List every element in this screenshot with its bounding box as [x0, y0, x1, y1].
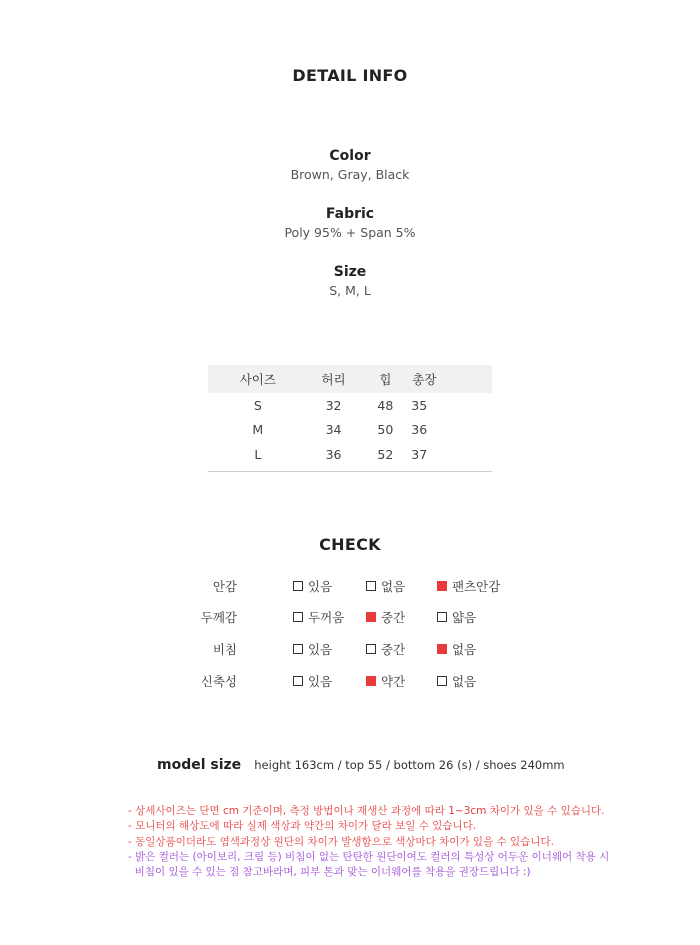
model-size-title: model size [157, 757, 242, 773]
table-row [208, 393, 492, 418]
option-label: 중간 [381, 610, 406, 625]
checked-box-icon [366, 612, 376, 622]
header-hip: 힙 [359, 365, 411, 393]
option-label: 있음 [308, 674, 333, 689]
note-line: - 동일상품이더라도 염색과정상 원단의 차이가 발생함으로 색상마다 차이가 있을 수 있습니다. [128, 836, 554, 848]
color-value: Brown, Gray, Black [290, 167, 410, 182]
model-size [157, 754, 565, 773]
cell-size: S [253, 397, 262, 413]
check-row-sheerness [0, 640, 700, 660]
check-option [293, 640, 332, 658]
size-table-header [208, 365, 492, 393]
note-line: - 밝은 컬러는 (아이보리, 크림 등) 비침이 없는 탄탄한 원단이여도 컬러의 특성상 어두운 이너웨어 착용 시 [128, 851, 610, 863]
size-title: Size [333, 264, 367, 280]
cell-length: 35 [411, 397, 428, 413]
check-option [293, 608, 344, 626]
check-option [366, 672, 405, 690]
cell-waist: 36 [308, 442, 360, 471]
cell-hip: 52 [359, 442, 411, 471]
check-option [437, 608, 476, 626]
cell-length: 37 [411, 442, 492, 471]
checked-box-icon [437, 644, 447, 654]
fabric-value: Poly 95% + Span 5% [284, 225, 416, 240]
option-label: 없음 [452, 674, 477, 689]
table-row [208, 418, 492, 443]
checked-box-icon [437, 581, 447, 591]
check-title: CHECK [319, 535, 381, 554]
option-label: 약간 [381, 674, 406, 689]
checkbox-icon [437, 612, 447, 622]
check-option [293, 672, 332, 690]
check-option [293, 577, 332, 595]
check-row-stretch [0, 672, 700, 692]
option-label: 중간 [381, 642, 406, 657]
option-label: 팬츠안감 [452, 579, 501, 594]
checkbox-icon [293, 644, 303, 654]
size-value: S, M, L [329, 283, 371, 298]
checkbox-icon [437, 676, 447, 686]
checkbox-icon [366, 644, 376, 654]
option-label: 얇음 [452, 610, 477, 625]
cell-hip: 48 [377, 397, 394, 413]
check-option [437, 640, 476, 658]
page-title: DETAIL INFO [292, 66, 408, 85]
check-option [366, 577, 405, 595]
header-size: 사이즈 [208, 365, 308, 393]
note-line: - 모니터의 해상도에 따라 실제 색상과 약간의 차이가 달라 보일 수 있습니다. [128, 820, 477, 832]
check-option [366, 640, 405, 658]
check-row-lining [0, 577, 700, 597]
model-size-info: height 163cm / top 55 / bottom 26 (s) / shoes 240mm [254, 758, 565, 772]
cell-waist: 34 [325, 422, 342, 438]
check-label: 비침 [212, 642, 237, 657]
check-option [366, 608, 405, 626]
header-waist: 허리 [308, 365, 360, 393]
checkbox-icon [293, 581, 303, 591]
check-row-thickness [0, 608, 700, 628]
color-title: Color [329, 148, 371, 164]
option-label: 있음 [308, 642, 333, 657]
cell-hip: 50 [377, 422, 394, 438]
checked-box-icon [366, 676, 376, 686]
checkbox-icon [293, 612, 303, 622]
check-label: 두께감 [200, 610, 237, 625]
option-label: 없음 [381, 579, 406, 594]
cell-waist: 32 [325, 397, 342, 413]
cell-size: M [252, 422, 264, 438]
size-table [208, 365, 492, 472]
note-line: 비침이 있을 수 있는 점 참고바라며, 피부 톤과 맞는 이너웨어를 착용을 권장드립니다 :) [128, 866, 531, 878]
check-label: 안감 [212, 579, 237, 594]
note-line: - 상세사이즈는 단면 cm 기준이며, 측정 방법이나 재생산 과정에 따라 1~3cm 차이가 있을 수 있습니다. [128, 805, 605, 817]
header-length: 총장 [411, 365, 492, 393]
check-label: 신축성 [200, 674, 237, 689]
option-label: 없음 [452, 642, 477, 657]
cell-length: 36 [411, 422, 428, 438]
table-row [208, 442, 492, 471]
check-option [437, 672, 476, 690]
option-label: 두꺼움 [308, 610, 345, 625]
checkbox-icon [293, 676, 303, 686]
cell-size: L [208, 442, 308, 471]
checkbox-icon [366, 581, 376, 591]
option-label: 있음 [308, 579, 333, 594]
fabric-title: Fabric [325, 206, 375, 222]
check-option [437, 577, 500, 595]
